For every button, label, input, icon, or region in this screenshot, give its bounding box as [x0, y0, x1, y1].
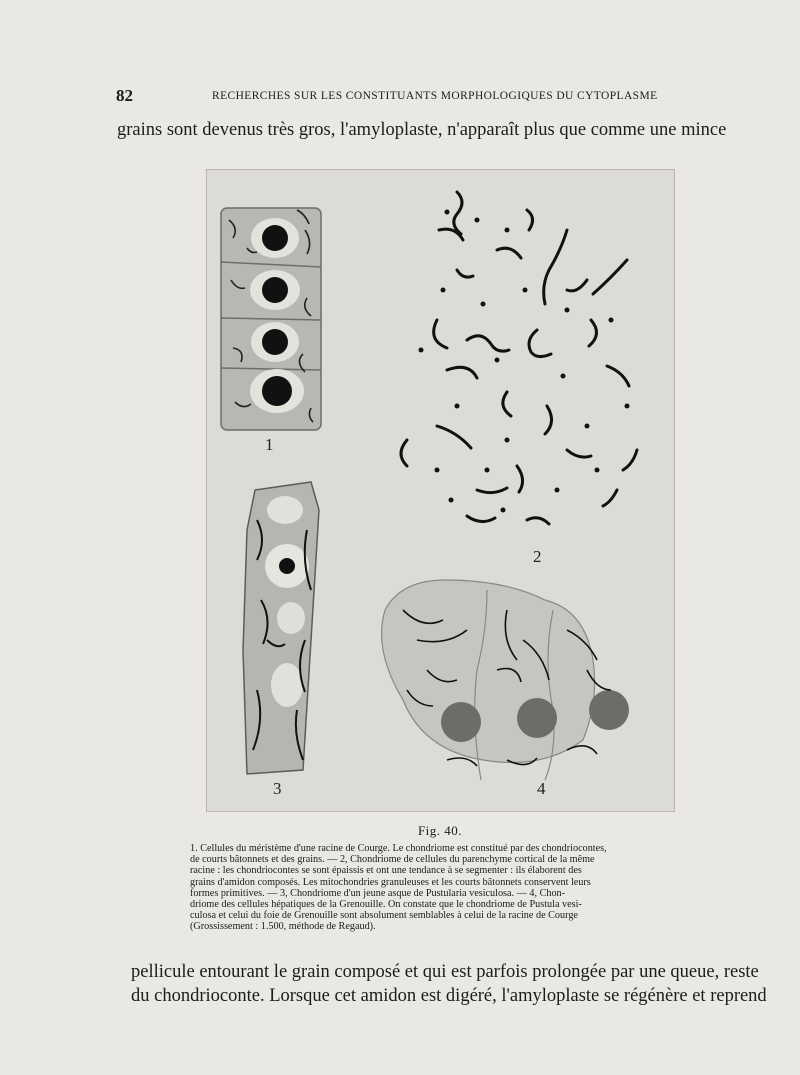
panel-2-granules [419, 210, 630, 513]
panel-4-label: 4 [537, 779, 546, 798]
figure-caption [190, 843, 706, 933]
caption-line: grains d'amidon composés. Les mitochondries granuleuses et les courts bâtonnets conservent leurs [190, 876, 591, 888]
panel-1-label: 1 [265, 435, 274, 454]
caption-line: de courts bâtonnets et des grains. — 2, Chondriome de cellules du parenchyme cortical de la même [190, 854, 595, 866]
running-title: RECHERCHES SUR LES CONSTITUANTS MORPHOLOGIQUES DU CYTOPLASME [212, 90, 658, 102]
caption-line: formes primitives. — 3, Chondriome d'un jeune asque de Pustularia vesiculosa. — 4, Chon- [190, 887, 566, 899]
caption-line: (Grossissement : 1.500, méthode de Regaud). [190, 921, 376, 933]
body-text-line: grains sont devenus très gros, l'amyloplaste, n'apparaît plus que comme une mince [117, 120, 727, 140]
panel-1-meristem-cells [221, 208, 321, 454]
page-number: 82 [116, 86, 133, 105]
caption-line: 1. Cellules du méristème d'une racine de Courge. Le chondriome est constitué par des chondriocontes, [190, 843, 607, 854]
figure-illustration [207, 170, 674, 811]
figure-plate [206, 169, 675, 812]
panel-2-label: 2 [533, 547, 542, 566]
figure-number: Fig. 40. [417, 823, 463, 838]
caption-line: culosa et celui du foie de Grenouille sont absolument semblables à celui de la racine de Courge [190, 910, 578, 922]
body-text-line: pellicule entourant le grain composé et qui est parfois prolongée par une queue, reste [131, 962, 759, 982]
caption-line: driome des cellules hépatiques de la Grenouille. On constate que le chondriome de Pustula vesi- [190, 899, 582, 911]
panel-2-chondriome [401, 192, 637, 524]
panel-3-ascus [243, 482, 319, 798]
body-text-line: du chondrioconte. Lorsque cet amidon est digéré, l'amyloplaste se régénère et reprend [131, 986, 767, 1006]
panel-3-label: 3 [273, 779, 282, 798]
caption-line: racine : les chondriocontes se sont épaissis et ont une tendance à se segmenter : ils élaborent des [190, 865, 582, 877]
running-head [112, 86, 762, 108]
panel-4-hepatic-cells [382, 580, 629, 798]
